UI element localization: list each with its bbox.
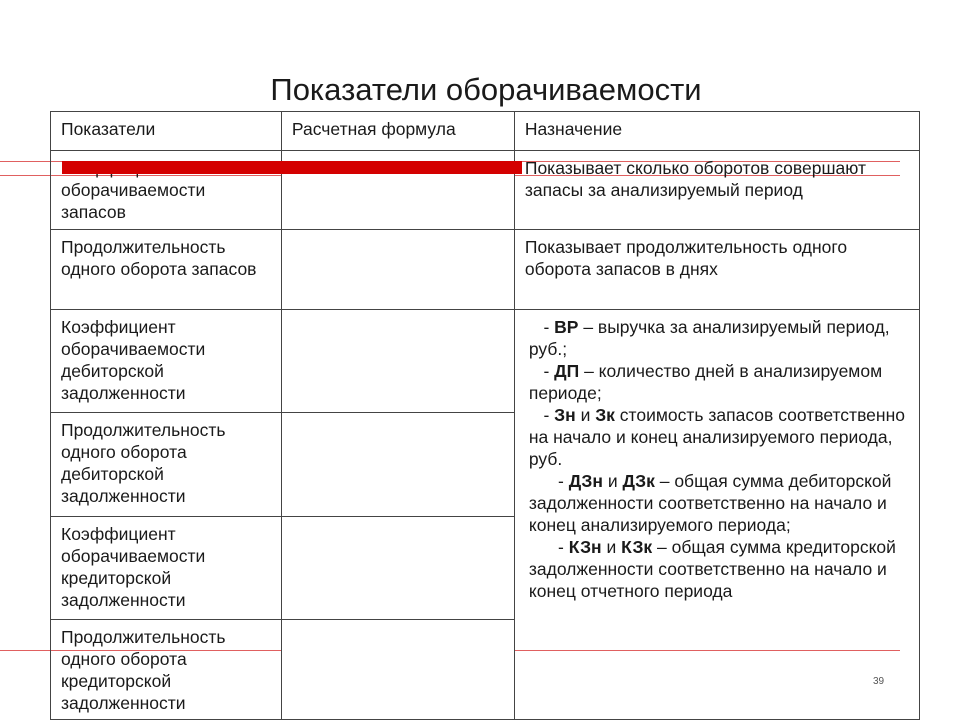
red-highlight-bar <box>62 161 522 174</box>
table-row <box>51 310 920 413</box>
legend-item-kzn-kzk: - КЗн и КЗк – общая сумма кредиторской задолженности соответственно на начало и конец отчетного периода <box>528 537 896 601</box>
page-title: Показатели оборачиваемости <box>270 72 702 107</box>
purpose-cell: Показывает сколько оборотов совершают запасы за анализируемый период <box>514 151 919 230</box>
legend-item-vr: - ВР – выручка за анализируемый период, руб.; <box>528 317 890 359</box>
formula-image <box>281 230 514 310</box>
header-indicators: Показатели <box>51 112 282 151</box>
indicator-cell: Продолжительность одного оборота кредиторской задолженности <box>51 620 282 720</box>
formula-image <box>281 413 514 517</box>
formula-image <box>281 620 514 720</box>
indicator-cell: Коэффициент оборачиваемости дебиторской задолженности <box>51 310 282 413</box>
legend-item-dzn-dzk: - ДЗн и ДЗк – общая сумма дебиторской задолженности соответственно на начало и конец анализируемого периода; <box>528 471 892 535</box>
header-purpose: Назначение <box>514 112 919 151</box>
page-number: 39 <box>873 676 885 687</box>
table-header-row <box>51 112 920 151</box>
formula-image <box>281 517 514 620</box>
indicator-cell: Продолжительность одного оборота дебиторской задолженности <box>51 413 282 517</box>
indicator-cell: Продолжительность одного оборота запасов <box>51 230 282 310</box>
indicator-cell: оборачиваемости запасов <box>51 151 282 230</box>
legend-item-zn-zk: - Зн и Зк стоимость запасов соответственно на начало и конец анализируемого периода, руб. <box>528 405 905 469</box>
formula-image <box>281 310 514 413</box>
table-row <box>51 230 920 310</box>
legend-item-dp: - ДП – количество дней в анализируемом периоде; <box>528 361 883 403</box>
purpose-cell: Показывает продолжительность одного оборота запасов в днях <box>514 230 919 310</box>
header-formula: Расчетная формула <box>281 112 514 151</box>
legend-cell <box>514 310 919 720</box>
indicators-table <box>50 111 920 720</box>
indicator-cell: Коэффициент оборачиваемости кредиторской задолженности <box>51 517 282 620</box>
